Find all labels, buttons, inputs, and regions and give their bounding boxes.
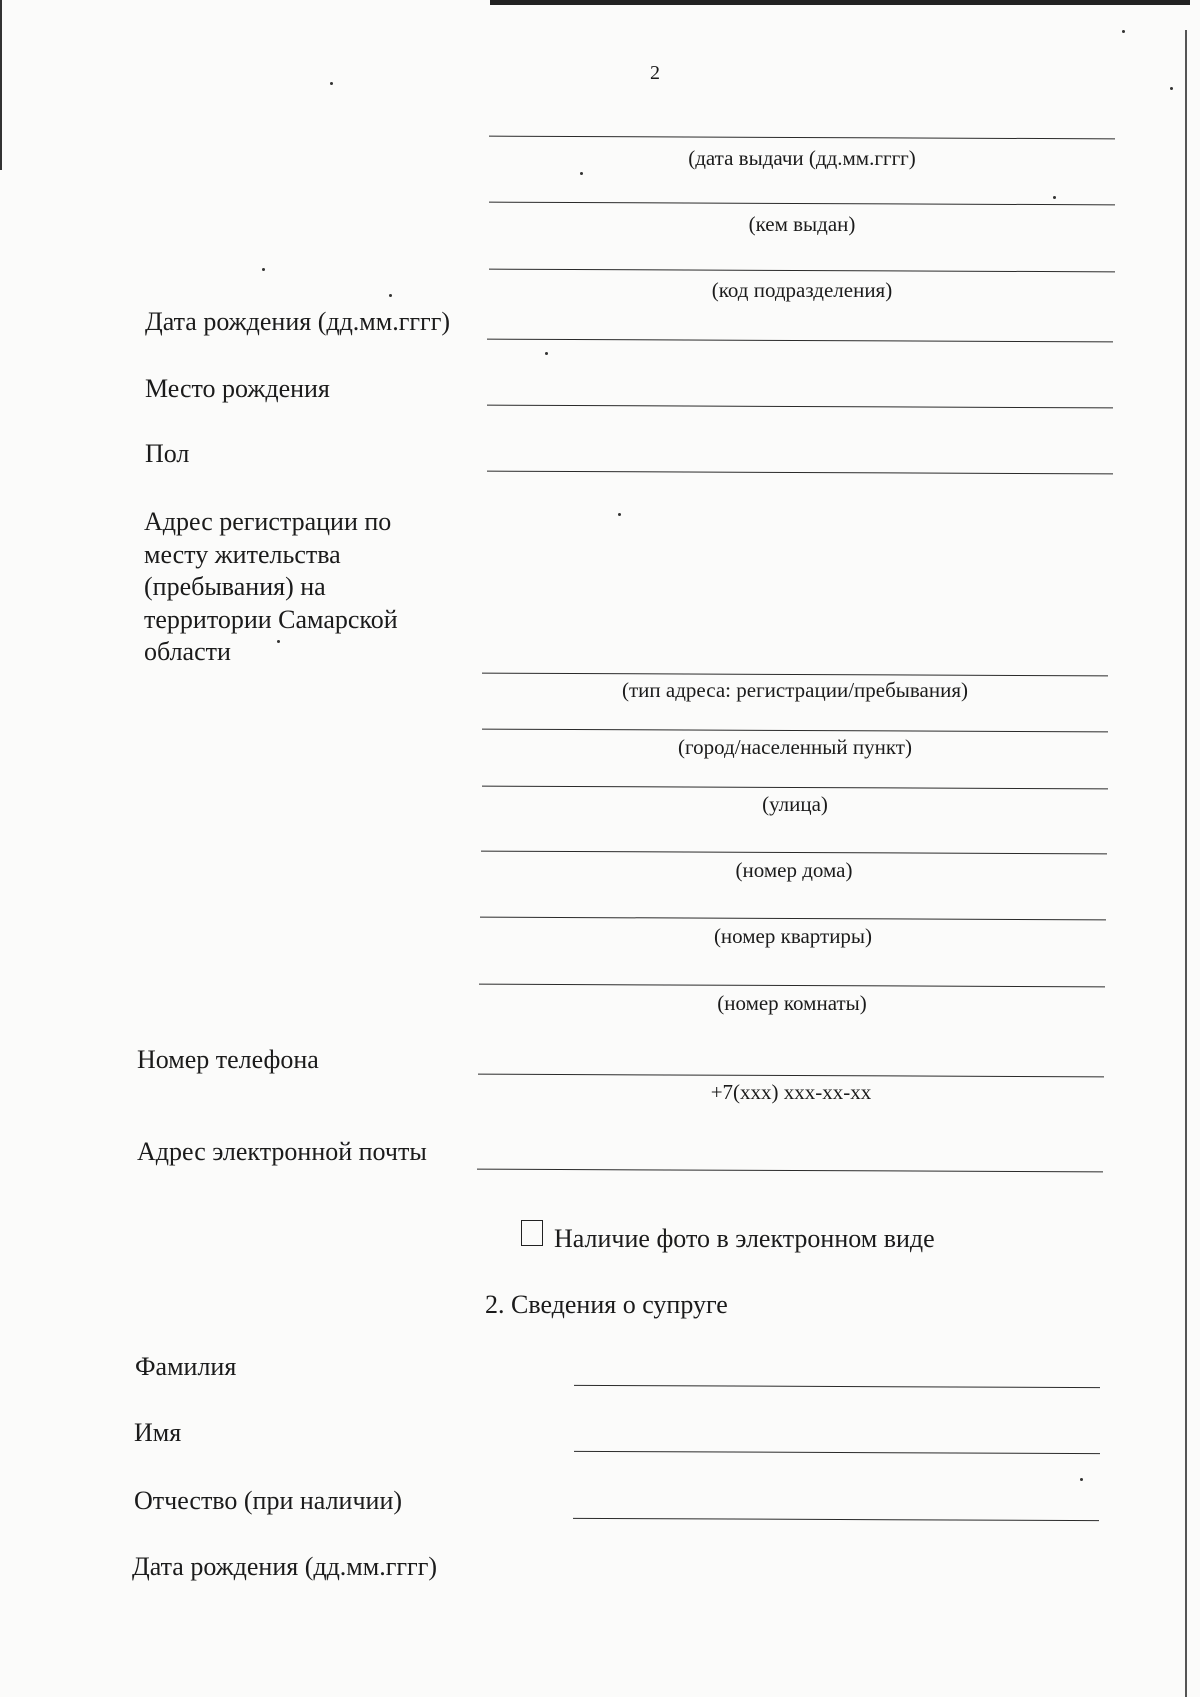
apartment-field[interactable] xyxy=(480,917,1106,921)
page-number: 2 xyxy=(650,62,660,84)
birth-place-field[interactable] xyxy=(487,405,1113,409)
division-code-line xyxy=(489,269,1115,273)
photo-checkbox[interactable] xyxy=(521,1220,543,1246)
scan-speck xyxy=(545,352,548,355)
spouse-name-label: Имя xyxy=(134,1418,182,1447)
room-field[interactable] xyxy=(479,984,1105,988)
apartment-caption: (номер квартиры) xyxy=(713,924,873,948)
scan-speck xyxy=(1170,87,1173,90)
address-type-field[interactable] xyxy=(482,673,1108,677)
address-label-line: (пребывания) на xyxy=(144,572,326,601)
scan-speck xyxy=(389,294,392,297)
issued-by-line xyxy=(489,202,1115,206)
spouse-patronymic-label: Отчество (при наличии) xyxy=(134,1486,403,1515)
house-field[interactable] xyxy=(481,851,1107,855)
scan-edge-right xyxy=(1185,30,1187,1697)
issue-date-caption: (дата выдачи (дд.мм.гггг) xyxy=(688,146,916,170)
email-field[interactable] xyxy=(477,1169,1103,1173)
scan-edge-top xyxy=(490,0,1190,5)
spouse-patronymic-field[interactable] xyxy=(573,1518,1099,1521)
issue-date-line xyxy=(489,136,1115,140)
scan-speck xyxy=(1053,196,1056,199)
phone-field[interactable] xyxy=(478,1074,1104,1078)
birth-date-label: Дата рождения (дд.мм.гггг) xyxy=(145,307,451,336)
sex-label: Пол xyxy=(145,439,190,468)
city-field[interactable] xyxy=(482,729,1108,733)
email-label: Адрес электронной почты xyxy=(137,1137,427,1166)
address-label-line: области xyxy=(144,637,231,666)
city-caption: (город/населенный пункт) xyxy=(678,735,912,759)
birth-place-label: Место рождения xyxy=(145,374,330,403)
phone-format-hint: +7(xxx) xxx-xx-xx xyxy=(710,1080,872,1104)
sex-field[interactable] xyxy=(487,471,1113,475)
scan-speck xyxy=(1122,30,1125,33)
scan-speck xyxy=(330,82,333,85)
scan-speck xyxy=(580,172,583,175)
spouse-surname-label: Фамилия xyxy=(135,1352,237,1381)
scan-speck xyxy=(262,268,265,271)
street-caption: (улица) xyxy=(762,792,828,816)
street-field[interactable] xyxy=(482,786,1108,790)
address-type-caption: (тип адреса: регистрации/пребывания) xyxy=(622,678,968,702)
scan-speck xyxy=(618,513,621,516)
room-caption: (номер комнаты) xyxy=(717,991,867,1015)
spouse-birth-date-label: Дата рождения (дд.мм.гггг) xyxy=(132,1552,438,1581)
birth-date-field[interactable] xyxy=(487,339,1113,343)
registration-address-label xyxy=(144,506,398,669)
address-label-line: Адрес регистрации по xyxy=(144,507,392,536)
spouse-surname-field[interactable] xyxy=(574,1385,1100,1388)
house-caption: (номер дома) xyxy=(735,858,853,882)
spouse-name-field[interactable] xyxy=(574,1451,1100,1454)
scan-speck xyxy=(1080,1478,1083,1481)
scan-edge-left xyxy=(0,0,2,170)
spouse-section-heading: 2. Сведения о супруге xyxy=(485,1290,728,1319)
address-label-line: территории Самарской xyxy=(144,604,398,634)
address-label-line: месту жительства xyxy=(144,539,341,569)
phone-label: Номер телефона xyxy=(137,1045,319,1074)
division-code-caption: (код подразделения) xyxy=(711,278,893,302)
issued-by-caption: (кем выдан) xyxy=(748,212,856,236)
photo-checkbox-label: Наличие фото в электронном виде xyxy=(554,1224,935,1253)
